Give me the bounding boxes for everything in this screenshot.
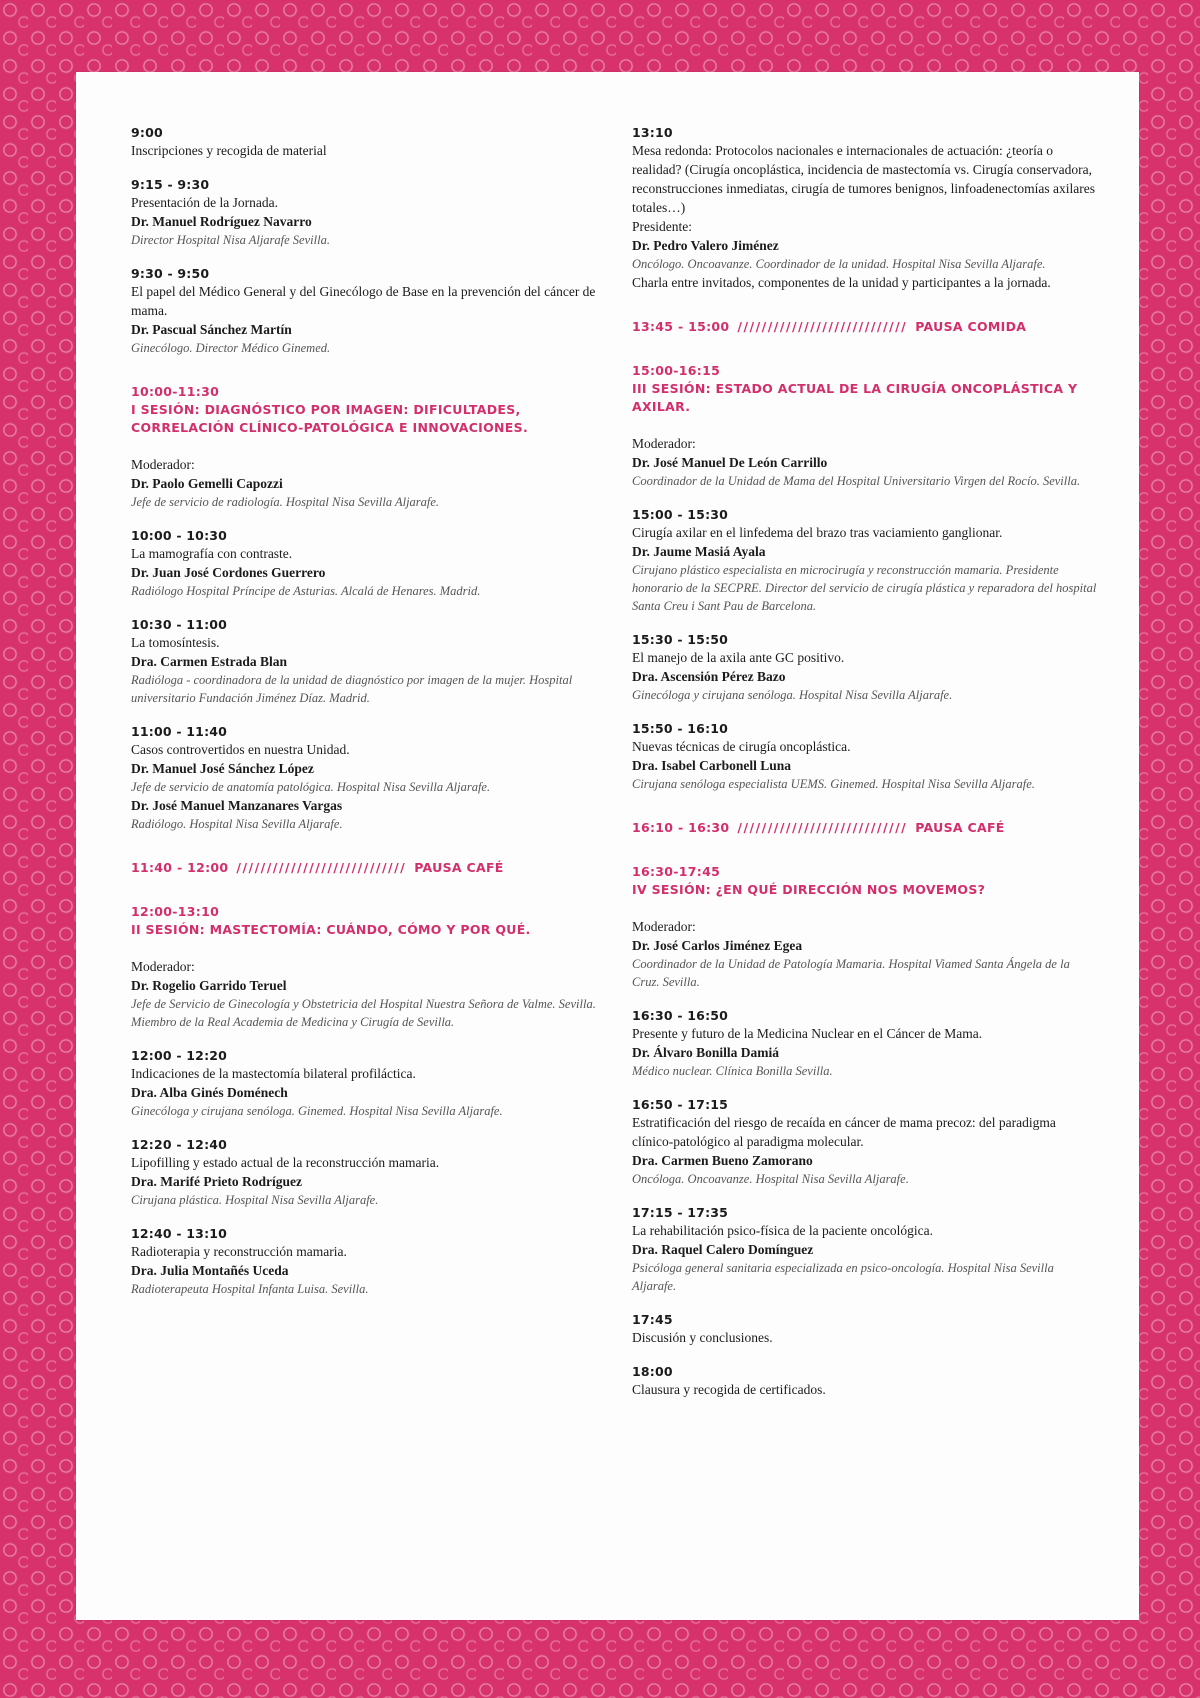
speaker-affiliation: Cirujana plástica. Hospital Nisa Sevilla Aljarafe. <box>131 1193 379 1207</box>
speaker-name: Dr. Álvaro Bonilla Damiá <box>632 1045 780 1060</box>
speaker-affiliation: Radiólogo Hospital Príncipe de Asturias. Alcalá de Henares. Madrid. <box>131 584 481 598</box>
speaker-name: Dr. Rogelio Garrido Teruel <box>131 978 287 993</box>
program-entry <box>632 631 1097 704</box>
pause-divider: //////////////////////////// <box>236 860 407 875</box>
entry-time: 17:15 - 17:35 <box>632 1205 729 1220</box>
entry-title: Radioterapia y reconstrucción mamaria. <box>131 1244 347 1259</box>
speaker-affiliation: Ginecóloga y cirujana senóloga. Ginemed. Hospital Nisa Sevilla Aljarafe. <box>131 1104 503 1118</box>
entry-time: 15:00 - 15:30 <box>632 507 729 522</box>
pause-break <box>632 318 1097 336</box>
entry-time: 9:30 - 9:50 <box>131 266 210 281</box>
program-entry <box>632 1311 1097 1347</box>
program-entry <box>632 1096 1097 1188</box>
entry-time: 12:40 - 13:10 <box>131 1226 228 1241</box>
speaker-affiliation: Director Hospital Nisa Aljarafe Sevilla. <box>131 233 330 247</box>
pause-time: 16:10 - 16:30 <box>632 820 730 835</box>
session-title: IV SESIÓN: ¿EN QUÉ DIRECCIÓN NOS MOVEMOS? <box>632 882 986 897</box>
pause-label: PAUSA CAFÉ <box>915 820 1005 835</box>
program-entry <box>131 1136 601 1209</box>
pause-label: PAUSA COMIDA <box>915 319 1027 334</box>
entry-time: 10:30 - 11:00 <box>131 617 228 632</box>
speaker-affiliation: Jefe de Servicio de Ginecología y Obstetricia del Hospital Nuestra Señora de Valme. Sevilla. Miembro de la Real Academia de Medicina y Cirugía de Sevilla. <box>131 997 596 1029</box>
pause-time: 11:40 - 12:00 <box>131 860 229 875</box>
entry-time: 11:00 - 11:40 <box>131 724 228 739</box>
entry-time: 12:20 - 12:40 <box>131 1137 228 1152</box>
speaker-name: Dra. Alba Ginés Doménech <box>131 1085 288 1100</box>
program-column-left <box>131 124 601 1314</box>
entry-role-label: Moderador: <box>131 457 195 472</box>
session-header <box>131 903 601 939</box>
entry-title: La rehabilitación psico-física de la paciente oncológica. <box>632 1223 933 1238</box>
program-entry <box>131 527 601 600</box>
entry-role-label: Moderador: <box>632 436 696 451</box>
session-time: 12:00-13:10 <box>131 904 220 919</box>
entry-time: 9:00 <box>131 125 163 140</box>
entry-time: 17:45 <box>632 1312 673 1327</box>
entry-title: La mamografía con contraste. <box>131 546 293 561</box>
program-entry <box>131 455 601 511</box>
program-column-right <box>632 124 1097 1415</box>
speaker-affiliation: Coordinador de la Unidad de Patología Mamaria. Hospital Viamed Santa Ángela de la Cruz. Sevilla. <box>632 957 1070 989</box>
entry-title: Cirugía axilar en el linfedema del brazo tras vaciamiento ganglionar. <box>632 525 1003 540</box>
entry-time: 16:30 - 16:50 <box>632 1008 729 1023</box>
entry-title: Mesa redonda: Protocolos nacionales e internacionales de actuación: ¿teoría o realidad? (Cirugía oncoplástica, incidencia de mastectomía vs. Cirugía conservadora, reconstrucciones inmediatas, cirugía de tumores benignos, linfoadenectomías axilares totales…) <box>632 143 1095 215</box>
program-entry <box>131 124 601 160</box>
program-entry <box>632 1204 1097 1295</box>
entry-title: La tomosíntesis. <box>131 635 220 650</box>
program-panel <box>76 72 1139 1620</box>
speaker-name: Dra. Raquel Calero Domínguez <box>632 1242 814 1257</box>
program-entry <box>632 1007 1097 1080</box>
entry-title: Presentación de la Jornada. <box>131 195 278 210</box>
program-entry <box>632 124 1097 292</box>
entry-title: Lipofilling y estado actual de la reconstrucción mamaria. <box>131 1155 440 1170</box>
program-entry <box>131 957 601 1031</box>
speaker-name: Dr. Juan José Cordones Guerrero <box>131 565 326 580</box>
program-entry <box>632 720 1097 793</box>
entry-time: 18:00 <box>632 1364 673 1379</box>
entry-title: El manejo de la axila ante GC positivo. <box>632 650 845 665</box>
entry-role-label: Presidente: <box>632 219 692 234</box>
program-entry <box>131 1047 601 1120</box>
session-title: II SESIÓN: MASTECTOMÍA: CUÁNDO, CÓMO Y POR QUÉ. <box>131 922 531 937</box>
entry-time: 9:15 - 9:30 <box>131 177 210 192</box>
speaker-affiliation: Radiólogo. Hospital Nisa Sevilla Aljarafe. <box>131 817 343 831</box>
speaker-affiliation: Oncólogo. Oncoavanze. Coordinador de la unidad. Hospital Nisa Sevilla Aljarafe. <box>632 257 1046 271</box>
speaker-name: Dr. Pedro Valero Jiménez <box>632 238 779 253</box>
program-entry <box>131 616 601 707</box>
entry-title: Discusión y conclusiones. <box>632 1330 773 1345</box>
entry-role-label: Moderador: <box>632 919 696 934</box>
speaker-affiliation: Ginecóloga y cirujana senóloga. Hospital Nisa Sevilla Aljarafe. <box>632 688 953 702</box>
entry-title: Inscripciones y recogida de material <box>131 143 327 158</box>
speaker-affiliation: Coordinador de la Unidad de Mama del Hospital Universitario Virgen del Rocío. Sevilla. <box>632 474 1081 488</box>
speaker-affiliation: Cirujano plástico especialista en microcirugía y reconstrucción mamaria. Presidente honorario de la SECPRE. Director del servicio de cirugía plástica y reparadora del hospital Santa Creu i Sant Pau de Barcelona. <box>632 563 1097 613</box>
program-entry <box>632 917 1097 991</box>
pause-divider: //////////////////////////// <box>737 319 908 334</box>
entry-title: Estratificación del riesgo de recaída en cáncer de mama precoz: del paradigma clínico-patológico al paradigma molecular. <box>632 1115 1056 1149</box>
speaker-affiliation: Psicóloga general sanitaria especializada en psico-oncología. Hospital Nisa Sevilla Aljarafe. <box>632 1261 1054 1293</box>
session-time: 15:00-16:15 <box>632 363 721 378</box>
session-header <box>632 362 1097 416</box>
speaker-name: Dr. José Manuel De León Carrillo <box>632 455 828 470</box>
program-entry <box>131 176 601 249</box>
speaker-name: Dr. Paolo Gemelli Capozzi <box>131 476 283 491</box>
entry-time: 15:50 - 16:10 <box>632 721 729 736</box>
speaker-affiliation: Ginecólogo. Director Médico Ginemed. <box>131 341 331 355</box>
pause-break <box>131 859 601 877</box>
speaker-affiliation: Radióloga - coordinadora de la unidad de diagnóstico por imagen de la mujer. Hospital universitario Fundación Jiménez Díaz. Madrid. <box>131 673 573 705</box>
speaker-affiliation: Médico nuclear. Clínica Bonilla Sevilla. <box>632 1064 833 1078</box>
speaker-affiliation: Cirujana senóloga especialista UEMS. Ginemed. Hospital Nisa Sevilla Aljarafe. <box>632 777 1035 791</box>
entry-title: Indicaciones de la mastectomía bilateral profiláctica. <box>131 1066 416 1081</box>
speaker-name: Dra. Isabel Carbonell Luna <box>632 758 792 773</box>
pause-break <box>632 819 1097 837</box>
entry-time: 12:00 - 12:20 <box>131 1048 228 1063</box>
entry-time: 15:30 - 15:50 <box>632 632 729 647</box>
speaker-name: Dr. Manuel Rodríguez Navarro <box>131 214 312 229</box>
speaker-name: Dr. José Carlos Jiménez Egea <box>632 938 803 953</box>
session-title: III SESIÓN: ESTADO ACTUAL DE LA CIRUGÍA ONCOPLÁSTICA Y AXILAR. <box>632 381 1078 414</box>
speaker-affiliation: Jefe de servicio de radiología. Hospital Nisa Sevilla Aljarafe. <box>131 495 440 509</box>
session-header <box>632 863 1097 899</box>
entry-note: Charla entre invitados, componentes de la unidad y participantes a la jornada. <box>632 275 1051 290</box>
speaker-name: Dr. José Manuel Manzanares Vargas <box>131 798 343 813</box>
program-entry <box>632 506 1097 615</box>
session-time: 16:30-17:45 <box>632 864 721 879</box>
pause-label: PAUSA CAFÉ <box>414 860 504 875</box>
speaker-name: Dr. Pascual Sánchez Martín <box>131 322 292 337</box>
speaker-affiliation: Oncóloga. Oncoavanze. Hospital Nisa Sevilla Aljarafe. <box>632 1172 909 1186</box>
speaker-name: Dra. Carmen Bueno Zamorano <box>632 1153 813 1168</box>
speaker-affiliation: Radioterapeuta Hospital Infanta Luisa. Sevilla. <box>131 1282 369 1296</box>
speaker-name: Dr. Jaume Masiá Ayala <box>632 544 766 559</box>
program-entry <box>131 1225 601 1298</box>
session-header <box>131 383 601 437</box>
entry-title: Clausura y recogida de certificados. <box>632 1382 826 1397</box>
entry-time: 10:00 - 10:30 <box>131 528 228 543</box>
session-title: I SESIÓN: DIAGNÓSTICO POR IMAGEN: DIFICULTADES, CORRELACIÓN CLÍNICO-PATOLÓGICA E INNOVACIONES. <box>131 402 528 435</box>
entry-title: Casos controvertidos en nuestra Unidad. <box>131 742 350 757</box>
entry-title: Presente y futuro de la Medicina Nuclear en el Cáncer de Mama. <box>632 1026 983 1041</box>
entry-title: El papel del Médico General y del Ginecólogo de Base en la prevención del cáncer de mama. <box>131 284 596 318</box>
session-time: 10:00-11:30 <box>131 384 220 399</box>
entry-role-label: Moderador: <box>131 959 195 974</box>
program-entry <box>131 723 601 833</box>
speaker-name: Dra. Ascensión Pérez Bazo <box>632 669 786 684</box>
speaker-affiliation: Jefe de servicio de anatomía patológica. Hospital Nisa Sevilla Aljarafe. <box>131 780 491 794</box>
pause-divider: //////////////////////////// <box>737 820 908 835</box>
pause-time: 13:45 - 15:00 <box>632 319 730 334</box>
program-entry <box>632 1363 1097 1399</box>
speaker-name: Dr. Manuel José Sánchez López <box>131 761 314 776</box>
speaker-name: Dra. Julia Montañés Uceda <box>131 1263 289 1278</box>
speaker-name: Dra. Marifé Prieto Rodríguez <box>131 1174 302 1189</box>
program-entry <box>131 265 601 357</box>
entry-title: Nuevas técnicas de cirugía oncoplástica. <box>632 739 851 754</box>
entry-time: 16:50 - 17:15 <box>632 1097 729 1112</box>
speaker-name: Dra. Carmen Estrada Blan <box>131 654 287 669</box>
entry-time: 13:10 <box>632 125 673 140</box>
program-entry <box>632 434 1097 490</box>
